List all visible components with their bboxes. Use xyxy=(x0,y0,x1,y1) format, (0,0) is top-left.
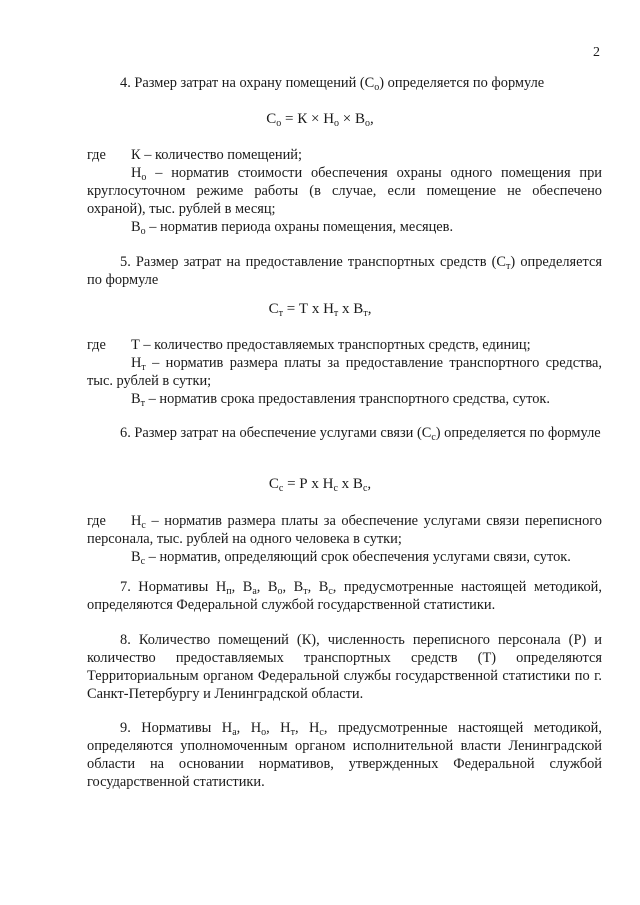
formula-cc: $С_с = Р$ х $Н_с$ х $В_с$, xyxy=(268,476,372,494)
section-6-text: 6. Размер затрат на обеспечение услугами связи $(С_с)$ определяется по формуле xyxy=(120,425,601,443)
section-5-text: 5. Размер затрат на предоставление транспортных средств $(С_т)$ определяется по формуле xyxy=(87,254,602,288)
section-4-text: 4. Размер затрат на охрану помещений $(С_о)$ определяется по формуле xyxy=(120,75,545,93)
definition-vc: $В_с$ – норматив, определяющий срок обеспечения услугами связи, суток. xyxy=(131,549,571,567)
where-label: где xyxy=(87,337,106,353)
section-6-intro xyxy=(87,424,602,442)
section-9-text: 9. Нормативы $Н_а$, $Н_о$, $Н_т$, $Н_с$, предусмотренные настоящей методикой, определяются уполномоченным органом исполнительной власти Ленинградской области на основании нормативов, утвержденных Федеральной службой государственной статистики. xyxy=(87,720,602,790)
section-4-intro xyxy=(87,74,602,92)
page-number: 2 xyxy=(593,45,600,60)
definition-nt: $Н_т$ – норматив размера платы за предоставление транспортного средства, тыс. рублей в сутки; xyxy=(87,355,602,389)
section-9 xyxy=(87,719,602,791)
where-label: где xyxy=(87,147,106,163)
definition-vo: $В_о$ – норматив периода охраны помещения, месяцев. xyxy=(131,219,454,237)
where-label: где xyxy=(87,513,106,529)
formula-co: $С_о = К \times Н_о \times В_о$, xyxy=(266,111,374,129)
section-7-text: 7. Нормативы $Н_п$, $В_а$, $В_о$, $В_т$, $В_с$, предусмотренные настоящей методикой, определяются Федеральной службой государственной статистики. xyxy=(87,579,602,613)
definition-no: $Н_о$ – норматив стоимости обеспечения охраны одного помещения при круглосуточном режиме работы (в случае, если помещение не обеспечено охраной), тыс. рублей в месяц; xyxy=(87,165,602,217)
definition-nc: где $Н_с$ – норматив размера платы за обеспечение услугами связи переписного персонала, тыс. рублей на одного человека в сутки; xyxy=(87,513,602,547)
section-8 xyxy=(87,631,602,703)
section-8-text: 8. Количество помещений (К), численность переписного персонала (Р) и количество предоставляемых транспортных средств (Т) определяются Территориальным органом Федеральной службы государственной статистики по г. Санкт-Петербургу и Ленинградской области. xyxy=(87,632,602,702)
section-5-definitions xyxy=(87,336,602,408)
section-4-definitions xyxy=(87,146,602,236)
section-5-intro xyxy=(87,253,602,289)
definition-k: К – количество помещений; xyxy=(131,147,302,163)
formula-ct: $С_т = Т$ х $Н_т$ х $В_т$, xyxy=(268,301,372,319)
section-7 xyxy=(87,578,602,614)
definition-t: Т – количество предоставляемых транспортных средств, единиц; xyxy=(131,337,531,353)
section-6-definitions xyxy=(87,512,602,566)
definition-vt: $В_т$ – норматив срока предоставления транспортного средства, суток. xyxy=(131,391,550,409)
